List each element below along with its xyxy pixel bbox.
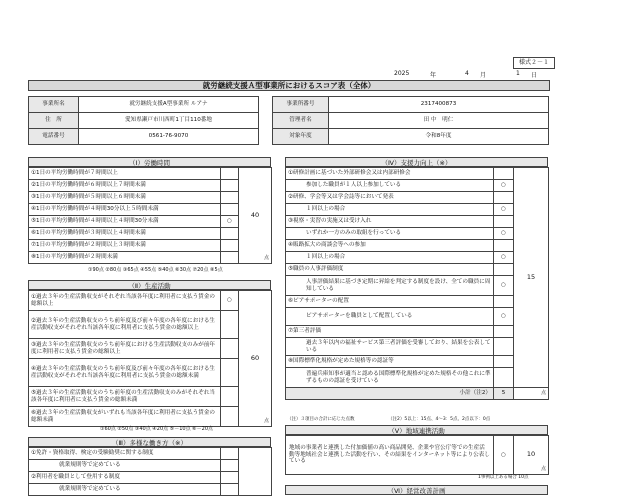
sec1-row-3: ③1日の平均労働時間が５時間以上６時間未満 (29, 192, 221, 204)
sec5-text: 地域の事業者と連携した付加価値の高い商品開発、企業や官公庁等での生産活動等地域社会と連携した活動を行い、その結果をインターネット等により公表している (286, 436, 494, 475)
sec1-mark-6 (221, 228, 239, 240)
sec2-score: 60 (250, 353, 260, 362)
section-3-table (28, 447, 272, 496)
sec4-row-13: ⑦第三者評価 (286, 326, 494, 338)
sec2-mark-3 (221, 339, 239, 359)
sec3-mark-1 (221, 448, 239, 460)
sec4-score: 15 (514, 168, 549, 388)
sec3-row-3: ②利用者を職員として登用する制度 (29, 472, 221, 484)
sec2-mark-1: ○ (221, 291, 239, 311)
sec4-row-12: ピアサポーターを職員として配置している (286, 308, 494, 326)
year-label: 対象年度 (273, 129, 329, 145)
sec4-note-a: （注）３項目の合計に応じた点数 (287, 417, 355, 422)
sec2-mark-5 (221, 387, 239, 407)
sec3-mark-3 (221, 472, 239, 484)
sec4-row-11: ⑥ピアサポーターの配置 (286, 296, 494, 308)
sec1-mark-2 (221, 180, 239, 192)
sec5-mark: ○ (494, 436, 514, 475)
sec2-row-2: ②過去３年の生産活動収支のうち前年度及び前々年度の各年度における生産活動収支がそれぞれ当該各年度に利用者に支払う賃金の総額以上 (29, 311, 221, 339)
sec4-row-4: １回以上の場合 (286, 204, 494, 216)
date-month: 4 (465, 70, 469, 77)
sec1-mark-5: ○ (221, 216, 239, 228)
sec2-mark-2 (221, 311, 239, 339)
sec4-subtotal-label: 小計（注2） (286, 388, 494, 400)
sec4-mark-10: ○ (494, 276, 514, 296)
sec1-mark-3 (221, 192, 239, 204)
section-1-table (28, 167, 272, 264)
sec4-row-15: ⑧国際標準化規格が定めた規格等の認証等 (286, 356, 494, 368)
sec1-mark-7 (221, 240, 239, 252)
sec2-unit: 点 (263, 418, 269, 425)
business-no: 2317400873 (329, 97, 549, 113)
date-year-unit: 年 (430, 72, 437, 79)
sec2-row-1: ①過去３年の生産活動収支がそれぞれ当該各年度に利用者に支払う賃金の総額以上 (29, 291, 221, 311)
sec4-mark-9 (494, 264, 514, 276)
info-table (28, 96, 549, 145)
page-title: 就労継続支援Ａ型事業所におけるスコア表（全体） (28, 80, 550, 91)
date-year: 2025 (394, 70, 410, 77)
sec4-note-b: （注2）5以上：15点、4〜3：5点、2点以下：0点 (388, 417, 491, 422)
sec4-mark-7 (494, 240, 514, 252)
date-month-unit: 月 (480, 72, 487, 79)
sec4-subtotal: 5 (494, 388, 514, 400)
section-2-table (28, 290, 272, 427)
section-4-table (285, 167, 549, 400)
phone-label: 電話番号 (29, 129, 79, 145)
sec4-mark-6: ○ (494, 228, 514, 240)
sec4-unit: 点 (514, 388, 549, 400)
section-5-title: （Ⅴ）地域連携活動 (285, 425, 548, 435)
sec4-row-16: 普遍兵庫知事が適当と認める国際標準化規格が定めた規格その他これに準ずるものの認証を受けている (286, 368, 494, 388)
sec5-unit: 点 (540, 466, 546, 473)
sec4-row-9: ⑤職員の人事評価制度 (286, 264, 494, 276)
sec4-mark-16 (494, 368, 514, 388)
business-no-label: 事業所番号 (273, 97, 329, 113)
section-1-title: （Ⅰ）労働時間 (28, 157, 271, 167)
sec2-row-4: ④過去３年の生産活動収支のうち前年度及び前々年度の各年度における生産活動収支がそれぞれ当該各年度に利用者に支払う賃金の総額未満 (29, 359, 221, 387)
section-6-title: （Ⅵ）経営改善計画 (285, 485, 548, 495)
sec1-row-4: ④1日の平均労働時間が４時間30分以上５時間未満 (29, 204, 221, 216)
sec4-mark-13 (494, 326, 514, 338)
sec4-row-1: ①研修計画に基づいた外部研修会又は内部研修会 (286, 168, 494, 180)
target-year: 令和8年度 (329, 129, 549, 145)
sec4-mark-4: ○ (494, 204, 514, 216)
sec2-row-5: ⑤過去３年の生産活動収支のうち前年度の生産活動収支のみがそれぞれ当該各年度に利用者に支払う賃金の総額未満 (29, 387, 221, 407)
sec1-row-2: ②1日の平均労働時間が６時間以上７時間未満 (29, 180, 221, 192)
sec1-row-6: ⑥1日の平均労働時間が３時間以上４時間未満 (29, 228, 221, 240)
sec4-row-2: 参加した職員が１人以上参加している (286, 180, 494, 192)
section-3-title: （Ⅲ）多様な働き方（※） (28, 437, 271, 447)
sec3-row-2: 就業規則等で定めている (29, 460, 221, 472)
sec4-mark-11 (494, 296, 514, 308)
sec3-row-1: ①免許・資格取得、検定の受験勧奨に関する制度 (29, 448, 221, 460)
address: 愛知県瀬戸市川西町1丁目110番地 (79, 113, 259, 129)
sec1-mark-4 (221, 204, 239, 216)
business-name-label: 事業所名 (29, 97, 79, 113)
sec1-unit: 点 (263, 255, 269, 262)
sec4-mark-5 (494, 216, 514, 228)
sec1-mark-8 (221, 252, 239, 264)
sec4-row-3: ②研修、学会等又は学会誌等において発表 (286, 192, 494, 204)
sec4-mark-1 (494, 168, 514, 180)
manager-label: 管理者名 (273, 113, 329, 129)
sec1-row-1: ①1日の平均労働時間が７時間以上 (29, 168, 221, 180)
sec4-mark-12: ○ (494, 308, 514, 326)
sec1-mark-1 (221, 168, 239, 180)
sec4-mark-8: ○ (494, 252, 514, 264)
date-row (380, 70, 550, 78)
section-2-title: （Ⅱ）生産活動 (28, 280, 271, 290)
sec1-row-8: ⑧1日の平均労働時間が２時間未満 (29, 252, 221, 264)
sec4-row-6: いずれか一方のみの取組を行っている (286, 228, 494, 240)
sec2-row-3: ③過去３年の生産活動収支のうち前年度における生産活動収支のみが前年度に利用者に支払う賃金の総額以上 (29, 339, 221, 359)
sec5-score: 10 (526, 450, 536, 459)
sec2-mark-4 (221, 359, 239, 387)
sec5-note: 1事例以上ある場合 10点 (478, 475, 529, 480)
manager-name: 田 中 明仁 (329, 113, 549, 129)
sec4-row-10: 人事評価結果に基づき定期に昇給を判定する制度を設け、全ての職員に周知している (286, 276, 494, 296)
sec3-row-4: 就業規則等で定めている (29, 484, 221, 496)
sec3-mark-2 (221, 460, 239, 472)
business-name: 就労継続支援A型事業所 ルアナ (79, 97, 259, 113)
sec1-row-5: ⑤1日の平均労働時間が４時間以上４時間30分未満 (29, 216, 221, 228)
sec4-row-5: ③視察・実習の実施又は受け入れ (286, 216, 494, 228)
form-number: 様式２－１ (513, 57, 555, 69)
sec1-score: 40 (250, 210, 260, 219)
address-label: 住 所 (29, 113, 79, 129)
sec2-mark-6 (221, 407, 239, 427)
section-5-table (285, 435, 549, 475)
sec2-row-6: ⑥過去３年の生産活動収支がいずれも当該各年度に利用者に支払う賃金の総額未満 (29, 407, 221, 427)
date-day: 1 (516, 70, 520, 77)
sec4-row-7: ④販路拡大の商談会等への参加 (286, 240, 494, 252)
sec4-row-8: １回以上の場合 (286, 252, 494, 264)
sec2-note: ①60点 ②50点 ③40点 ④20点 ⑤－10点 ⑥－20点 (100, 426, 214, 432)
date-day-unit: 日 (531, 72, 538, 79)
sec4-mark-14 (494, 338, 514, 356)
sec4-row-14: 過去３年以内の福祉サービス第三者評価を受審しており、結果を公表している (286, 338, 494, 356)
sec3-mark-4 (221, 484, 239, 496)
sec4-mark-15 (494, 356, 514, 368)
sec4-mark-3 (494, 192, 514, 204)
sec1-note: ①90点 ②80点 ③65点 ④55点 ⑤40点 ⑥30点 ⑦20点 ⑧5点 (88, 267, 223, 273)
sec4-mark-2: ○ (494, 180, 514, 192)
phone: 0561-76-9070 (79, 129, 259, 145)
sec1-row-7: ⑦1日の平均労働時間が２時間以上３時間未満 (29, 240, 221, 252)
section-4-title: （Ⅳ）支援力向上（※） (285, 157, 548, 167)
